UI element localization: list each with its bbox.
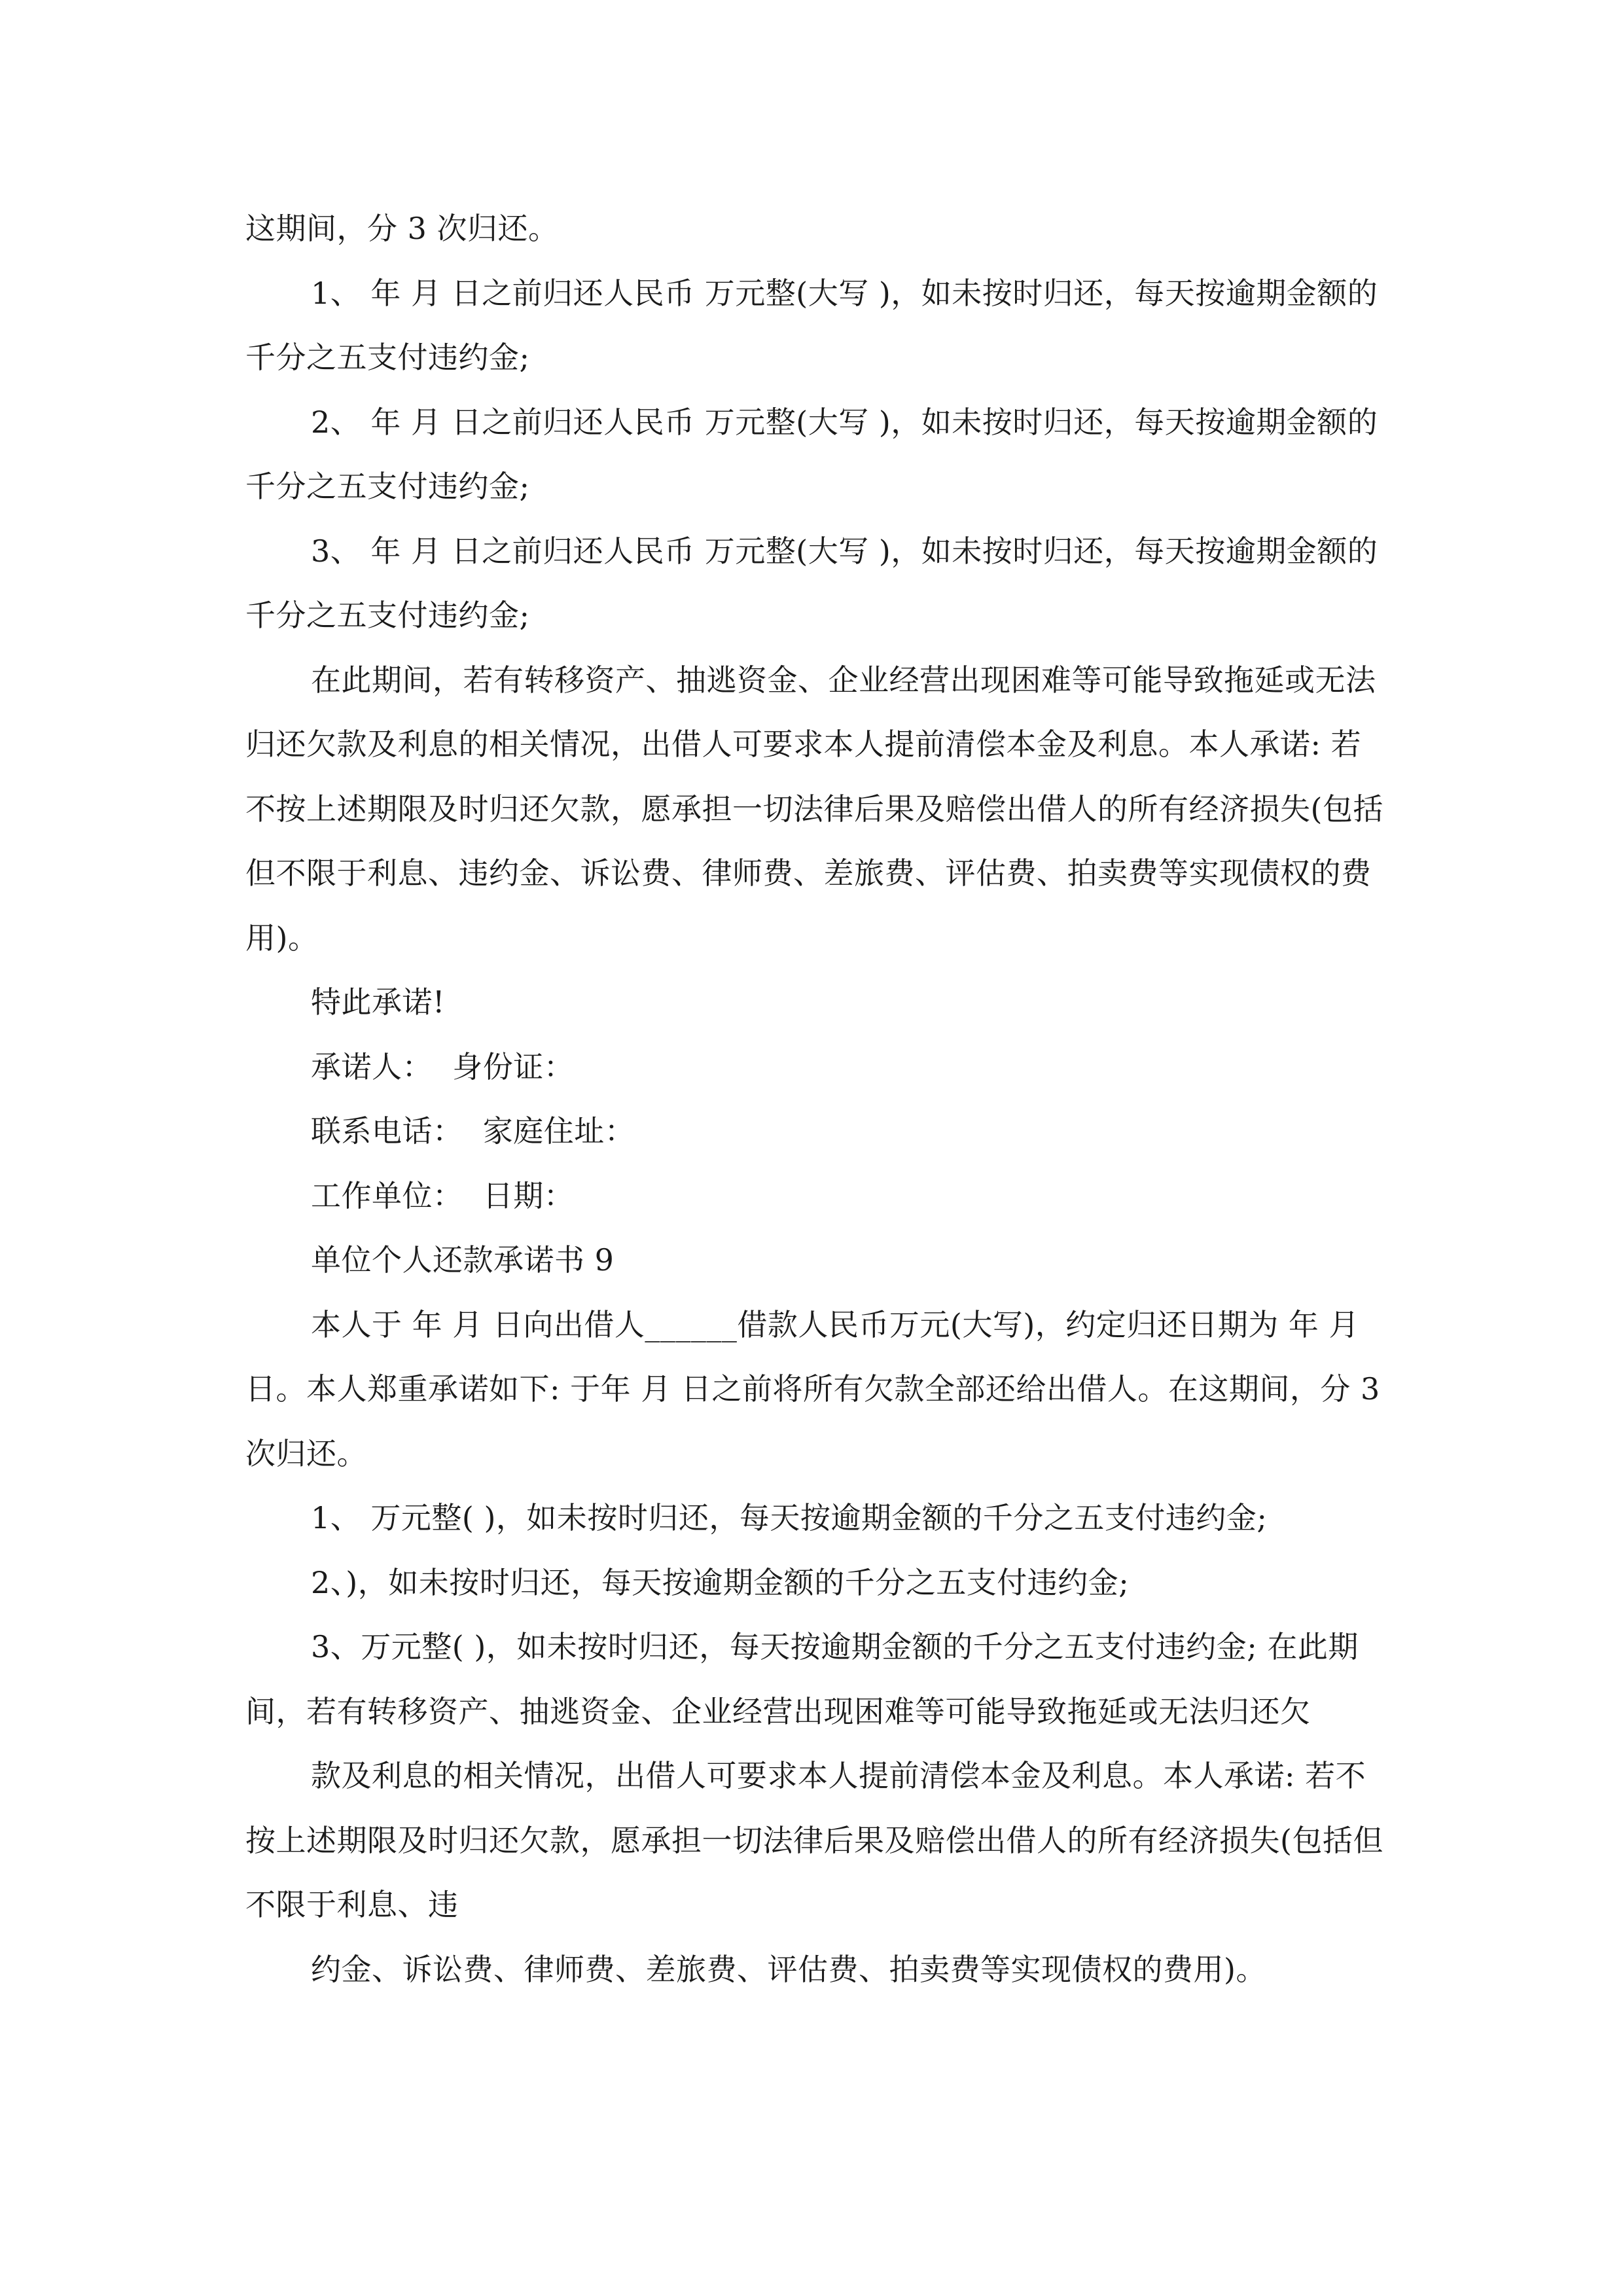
closing-statement: 特此承诺! bbox=[311, 984, 445, 1020]
installment-clause-2: 2、 年 月 日之前归还人民币 万元整(大写 )，如未按时归还，每天按逾期金额的千分之五支付违约金; bbox=[245, 404, 1378, 504]
commitment-paragraph: 在此期间，若有转移资产、抽逃资金、企业经营出现困难等可能导致拖延或无法归还欠款及利息的相关情况，出借人可要求本人提前清偿本金及利息。本人承诺: 若不按上述期限及时归还欠款，愿承担一切法律后果及赔偿出借人的所有经济损失(包括但不限于利息、违约金、诉讼费、律师费、差旅费、评估费、拍卖费等实现债权的费用)。 bbox=[245, 662, 1383, 956]
installment-clause-1b: 1、 万元整( )，如未按时归还，每天按逾期金额的千分之五支付违约金; bbox=[311, 1500, 1268, 1535]
commitment-paragraph-c: 约金、诉讼费、律师费、差旅费、评估费、拍卖费等实现债权的费用)。 bbox=[311, 1951, 1266, 1987]
paragraph-continuation: 这期间，分 3 次归还。 bbox=[245, 211, 559, 246]
employer-date-line: 工作单位： 日期： bbox=[311, 1177, 575, 1213]
signer-line: 承诺人： 身份证： bbox=[311, 1049, 575, 1085]
installment-clause-2b: 2、)，如未按时归还，每天按逾期金额的千分之五支付违约金; bbox=[311, 1564, 1130, 1600]
document-body bbox=[245, 196, 1390, 2001]
loan-statement: 本人于 年 月 日向出借人______借款人民币万元(大写)，约定归还日期为 年 月 日。本人郑重承诺如下: 于年 月 日之前将所有欠款全部还给出借人。在这期间，分 3 次归还。 bbox=[245, 1306, 1390, 1471]
commitment-paragraph-b: 款及利息的相关情况，出借人可要求本人提前清偿本金及利息。本人承诺: 若不按上述期限及时归还欠款，愿承担一切法律后果及赔偿出借人的所有经济损失(包括但不限于利息、违 bbox=[245, 1758, 1383, 1922]
section-title: 单位个人还款承诺书 9 bbox=[311, 1242, 615, 1278]
installment-clause-3: 3、 年 月 日之前归还人民币 万元整(大写 )，如未按时归还，每天按逾期金额的千分之五支付违约金; bbox=[245, 533, 1378, 633]
contact-line: 联系电话： 家庭住址： bbox=[311, 1113, 635, 1149]
installment-clause-1: 1、 年 月 日之前归还人民币 万元整(大写 )，如未按时归还，每天按逾期金额的千分之五支付违约金; bbox=[245, 275, 1378, 375]
installment-clause-3b: 3、万元整( )，如未按时归还，每天按逾期金额的千分之五支付违约金; 在此期间，若有转移资产、抽逃资金、企业经营出现困难等可能导致拖延或无法归还欠 bbox=[245, 1629, 1359, 1729]
